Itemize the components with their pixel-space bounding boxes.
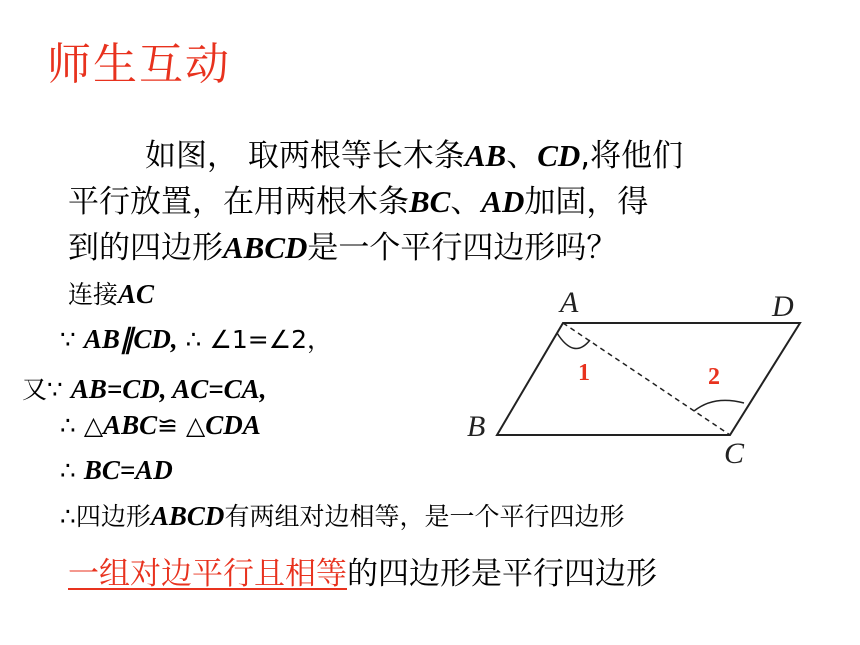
proof-text: ∴四边形 [60,502,151,531]
proof-expr: AB∥CD, [83,324,178,354]
angle-2-arc [694,400,744,411]
vertex-label-d: D [772,290,794,323]
vertex-label-c: C [724,437,745,470]
question-text: 平行放置，在用两根木条 [68,184,409,220]
proof-expr: AB=CD, AC=CA, [70,374,267,404]
proof-expr: BC=AD [83,455,173,485]
triangle-cda: CDA [205,410,261,440]
vertex-label-a: A [560,286,579,319]
triangle-abc: ABC [103,410,158,440]
therefore-symbol: ∴ △ [60,411,104,440]
conclusion-highlight: 一组对边平行且相等 [68,556,347,592]
question-text: 加固，得 [524,184,649,220]
quadrilateral-abcd: ABCD [150,501,225,531]
quadrilateral-abcd: ABCD [223,230,308,265]
angle-2-label: 2 [708,364,720,390]
angle-1-label: 1 [578,360,590,386]
parallelogram-abcd [497,323,800,435]
proof-text: 有两组对边相等，是一个平行四边形 [224,502,625,531]
separator: 、 [450,184,482,220]
segment-ac: AC [118,279,155,309]
angle-1-arc [557,333,590,349]
segment-cd: CD [537,138,581,173]
because-symbol: ∵ [60,325,84,354]
therefore-symbol: ∴ [60,456,84,485]
segment-ab: AB [464,138,507,173]
question-text: 是一个平行四边形吗？ [307,230,618,266]
page-title: 师生互动 [47,39,231,90]
because-symbol: 又∵ [22,375,71,404]
separator: 、 [506,138,538,174]
conclusion-text: 的四边形是平行四边形 [347,556,657,592]
proof-text: ∴ ∠1=∠2， [177,325,333,354]
segment-ad: AD [481,184,525,219]
question-text: ,将他们 [580,138,684,174]
proof-text: 连接 [68,280,119,309]
question-text: 如图， 取两根等长木条 [145,138,465,174]
congruent-symbol: ≌ △ [157,411,206,440]
question-text: 到的四边形 [68,230,223,266]
segment-bc: BC [409,184,451,219]
vertex-label-b: B [467,410,486,443]
